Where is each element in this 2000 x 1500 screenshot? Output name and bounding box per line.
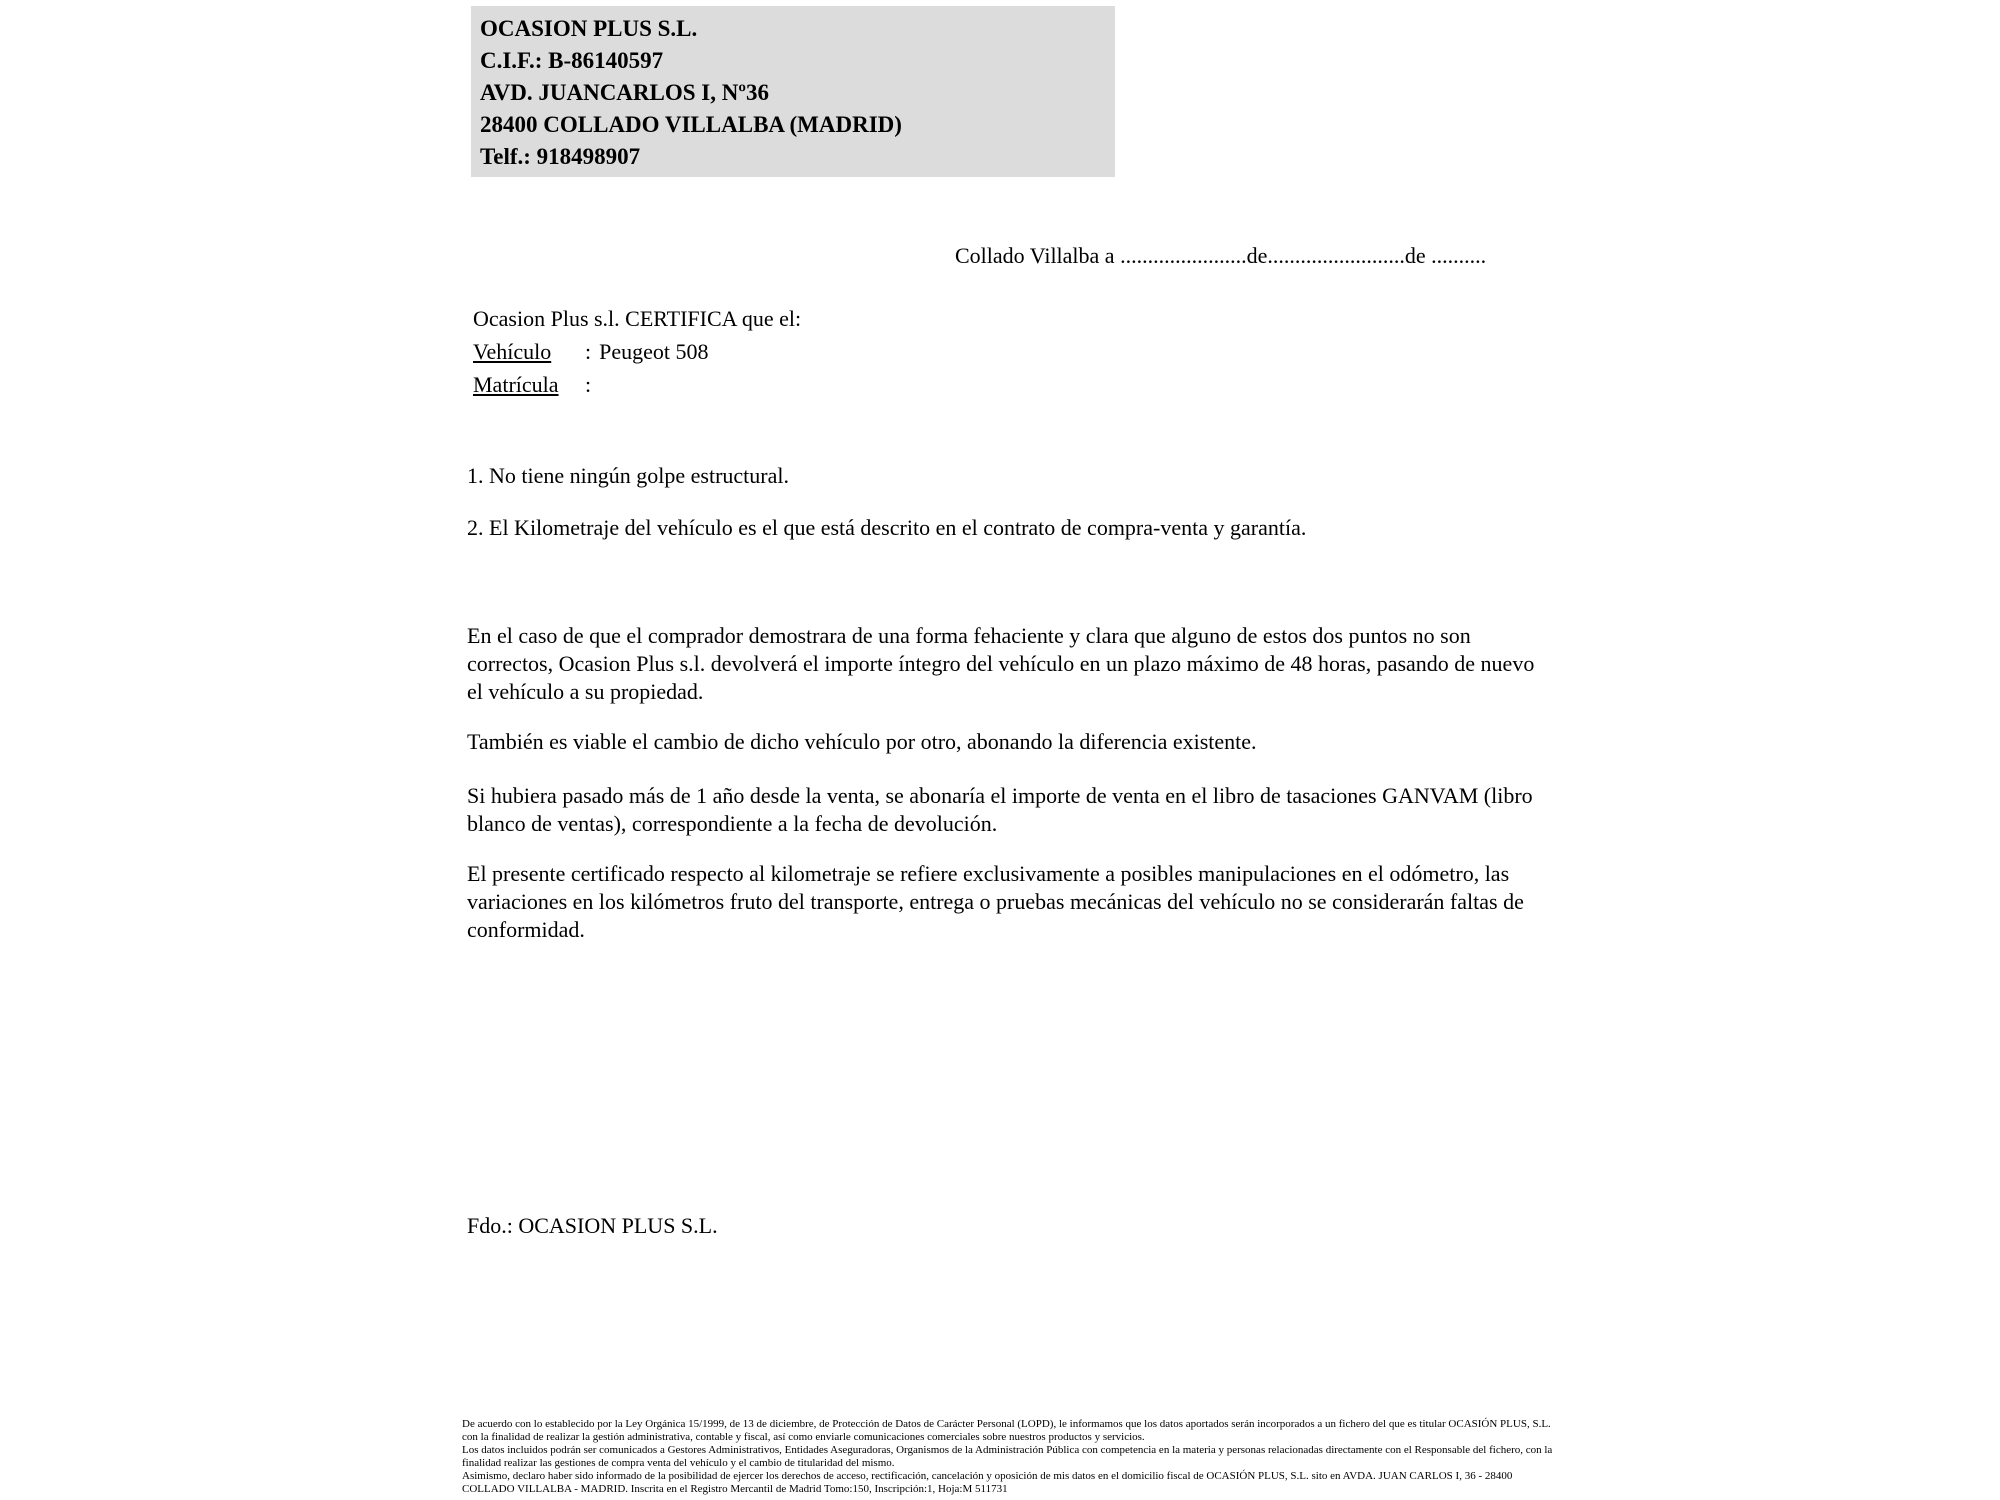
ganvam-clause-paragraph: Si hubiera pasado más de 1 año desde la venta, se abonaría el importe de venta en el libro de tasaciones GANVAM (libro blanco de ventas), correspondiente a la fecha de devolución.: [467, 783, 1533, 836]
odometer-clause-paragraph: El presente certificado respecto al kilometraje se refiere exclusivamente a posibles manipulaciones en el odómetro, las variaciones en los kilómetros fruto del transporte, entrega o pruebas mecánicas del vehículo no se considerarán faltas de conformidad.: [467, 861, 1524, 942]
vehicle-value: Peugeot 508: [599, 339, 709, 364]
company-city: 28400 COLLADO VILLALBA (MADRID): [480, 112, 902, 137]
signature-line: Fdo.: OCASION PLUS S.L.: [467, 1213, 718, 1238]
company-name: OCASION PLUS S.L.: [480, 16, 698, 41]
certificate-point-1: 1. No tiene ningún golpe estructural.: [467, 463, 789, 488]
exchange-clause-paragraph: También es viable el cambio de dicho vehículo por otro, abonando la diferencia existente.: [467, 729, 1257, 754]
plate-line: [473, 368, 801, 401]
legal-footer: [462, 1418, 1557, 1496]
company-address: AVD. JUANCARLOS I, Nº36: [480, 80, 769, 105]
vehicle-line: [473, 335, 801, 368]
company-phone: Telf.: 918498907: [480, 144, 641, 169]
company-header-block: [471, 6, 1115, 177]
company-cif: C.I.F.: B-86140597: [480, 48, 664, 73]
vehicle-label: Vehículo: [473, 339, 552, 364]
legal-footer-rights: Asimismo, declaro haber sido informado de la posibilidad de ejercer los derechos de acceso, rectificación, cancelación y oposición de mis datos en el domicilio fiscal de OCASIÓN PLUS, S.L. sito en AVDA. JUAN CARLOS I, 36 - 28400 COLLADO VILLALBA - MADRID. Inscrita en el Registro Mercantil de Madrid Tomo:150, Inscripción:1, Hoja:M 511731: [462, 1470, 1513, 1495]
plate-label: Matrícula: [473, 372, 559, 397]
certificate-point-2: 2. El Kilometraje del vehículo es el que está descrito en el contrato de compra-venta y garantía.: [467, 515, 1307, 540]
vehicle-colon: :: [585, 339, 592, 364]
refund-clause-paragraph: En el caso de que el comprador demostrara de una forma fehaciente y clara que alguno de estos dos puntos no son correctos, Ocasion Plus s.l. devolverá el importe íntegro del vehículo en un plazo máximo de 48 horas, pasando de nuevo el vehículo a su propiedad.: [467, 623, 1535, 704]
legal-footer-lopd: De acuerdo con lo establecido por la Ley Orgánica 15/1999, de 13 de diciembre, de Protección de Datos de Carácter Personal (LOPD), le informamos que los datos aportados serán incorporados a un fichero del que es titular OCASIÓN PLUS, S.L. con la finalidad de realizar la gestión administrativa, contable y fiscal, así como enviarle comunicaciones comerciales sobre nuestros productos y servicios.: [462, 1418, 1551, 1443]
plate-colon: :: [585, 372, 592, 397]
legal-footer-data-sharing: Los datos incluidos podrán ser comunicados a Gestores Administrativos, Entidades Aseguradoras, Organismos de la Administración Pública con competencia en la materia y personas relacionadas directamente con el Responsable del fichero, con la finalidad realizar las gestiones de compra venta del vehículo y el cambio de titularidad del mismo.: [462, 1444, 1553, 1469]
certificate-block: [473, 302, 801, 401]
date-blank-line: Collado Villalba a .......................de.........................de ..........: [955, 243, 1487, 268]
certify-intro: Ocasion Plus s.l. CERTIFICA que el:: [473, 306, 802, 331]
